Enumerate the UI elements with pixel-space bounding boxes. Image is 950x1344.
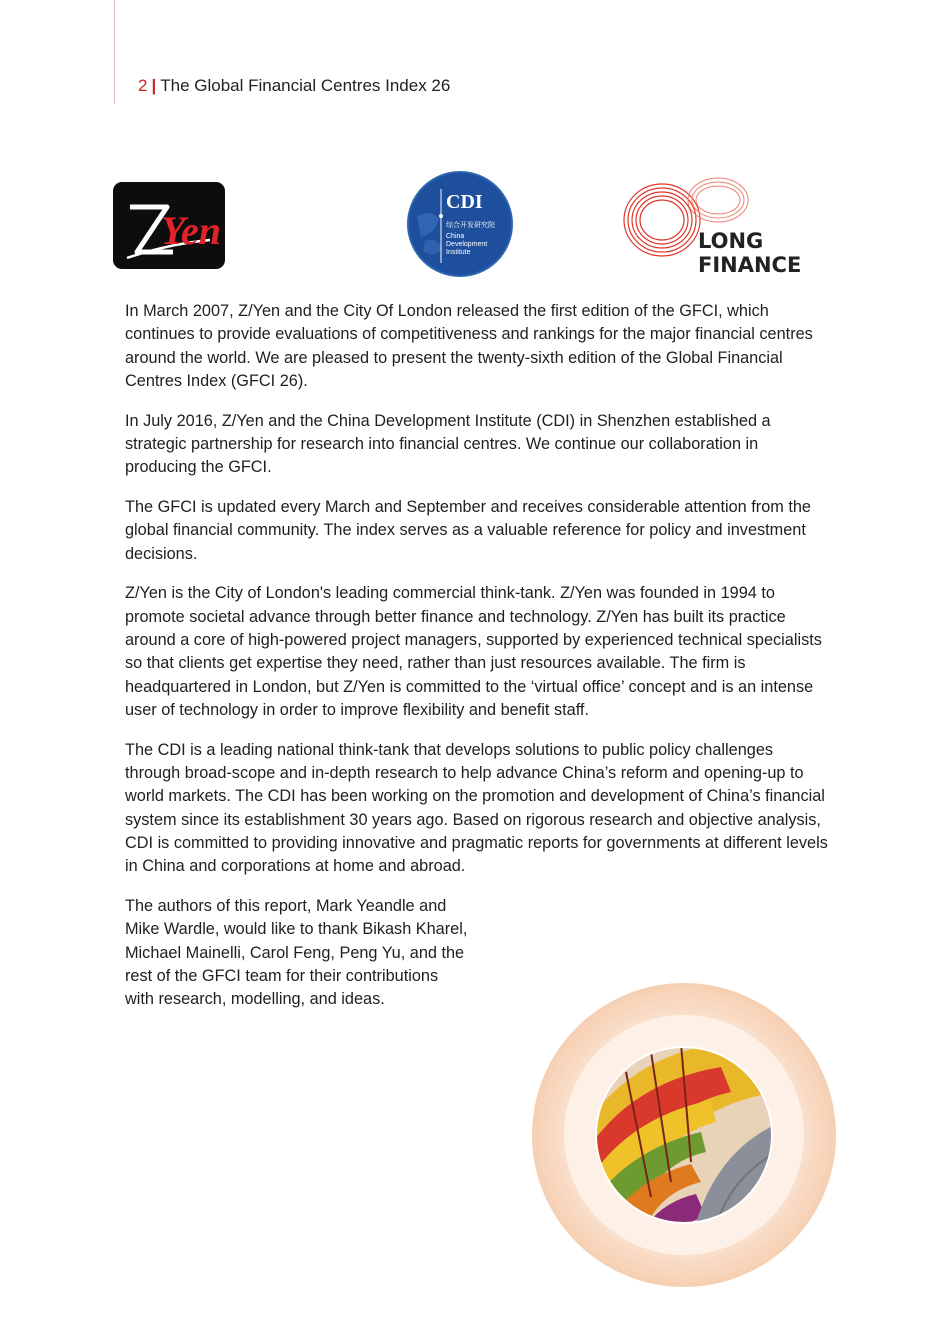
page-header	[138, 76, 450, 96]
body-text	[125, 300, 830, 1028]
hot-air-balloon-photo	[531, 982, 837, 1288]
long-finance-line2: FINANCE	[698, 253, 802, 276]
page-header-title: The Global Financial Centres Index 26	[160, 76, 451, 95]
paragraph: In March 2007, Z/Yen and the City Of London released the first edition of the GFCI, which continues to provide evaluations of competitiveness and rankings for the major financial centres around the world. We are pleased to present the twenty-sixth edition of the Global Financial Centres Index (GFCI 26).	[125, 302, 813, 390]
cdi-logo-chinese: 综合开发研究院	[446, 221, 495, 229]
paragraph: The GFCI is updated every March and September and receives considerable attention from the global financial community. The index serves as a valuable reference for policy and investment decisions.	[125, 498, 811, 563]
long-finance-line1: LONG	[698, 229, 764, 253]
cdi-logo-line2: Development	[446, 241, 488, 248]
paragraph: In July 2016, Z/Yen and the China Development Institute (CDI) in Shenzhen established a strategic partnership for research into financial centres. We continue our collaboration in producing the GFCI.	[125, 411, 771, 477]
paragraph: Z/Yen is the City of London's leading commercial think-tank. Z/Yen was founded in 1994 to promote societal advance through better finance and technology. Z/Yen has built its practice around a core of high-powered project managers, supported by experienced technical specialists so that clients get expertise they need, rather than just resources available. The firm is headquartered in London, but Z/Yen is committed to the ‘virtual office’ concept and is an intense user of technology in order to improve flexibility and benefit staff.	[125, 584, 822, 719]
margin-rule	[114, 0, 115, 104]
page-number: 2	[138, 76, 148, 95]
cdi-logo-line3: Institute	[446, 249, 471, 256]
cdi-logo	[407, 171, 513, 277]
cdi-logo-line1: China	[446, 233, 465, 240]
zyen-logo-text: Yen	[161, 208, 221, 253]
long-finance-logo	[618, 176, 834, 276]
cdi-logo-title: CDI	[446, 191, 483, 213]
header-separator: |	[151, 76, 157, 95]
acknowledgements-paragraph: The authors of this report, Mark Yeandle and Mike Wardle, would like to thank Bikash Kharel, Michael Mainelli, Carol Feng, Peng Yu, and the rest of the GFCI team for their contributions with research, modelling, and ideas.	[125, 897, 468, 1009]
zyen-logo	[113, 182, 225, 269]
paragraph: The CDI is a leading national think-tank that develops solutions to public policy challenges through broad-scope and in-depth research to help advance China’s reform and opening-up to world markets. The CDI has been working on the promotion and development of China’s financial system since its establishment 30 years ago. Based on rigorous research and objective analysis, CDI is committed to providing innovative and pragmatic reports for governments at different levels in China and corporations at home and abroad.	[125, 740, 828, 876]
